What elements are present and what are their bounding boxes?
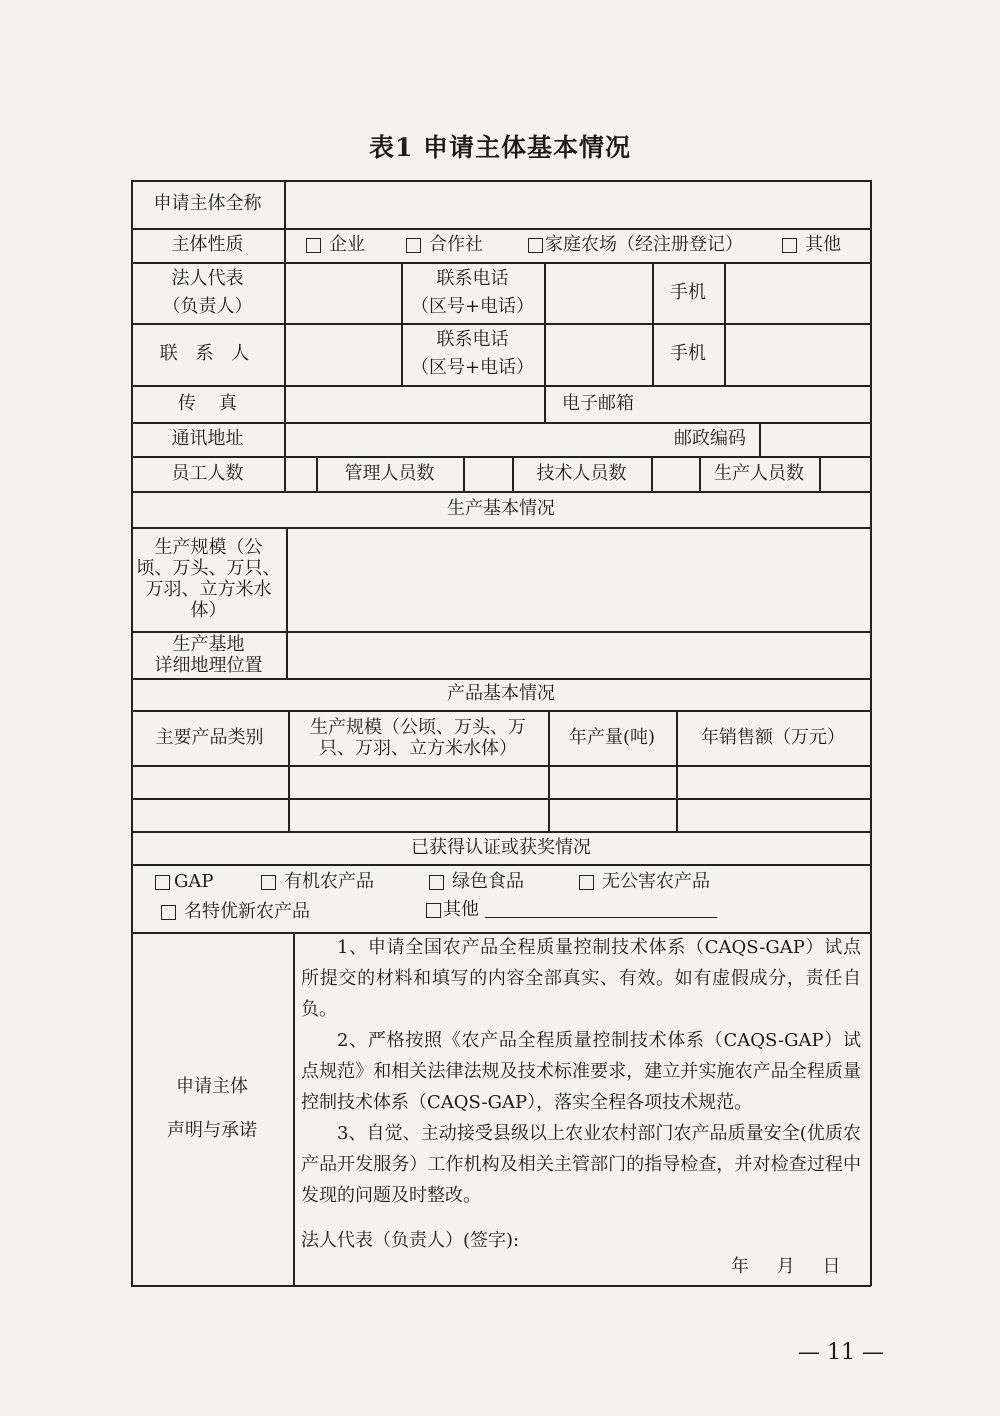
declaration-text xyxy=(301,932,861,1256)
declaration-clause-2: 2、严格按照《农产品全程质量控制技术体系（CAQS-GAP）试点规范》和相关法律法规及技术标准要求，建立并实施农产品全程质量控制技术体系（CAQS-GAP），落实全程各项技术规范。 xyxy=(301,1030,861,1113)
nature-label: 主体性质 xyxy=(171,234,244,255)
cert-option-famous-special[interactable]: 名特优新农产品 xyxy=(161,898,341,926)
product-output-cell[interactable] xyxy=(550,767,674,797)
production-count-label: 生产人员数 xyxy=(714,462,804,484)
production-scale-field[interactable] xyxy=(288,529,868,630)
cert-option-other[interactable]: 其他 xyxy=(426,896,486,924)
product-scale-header: 生产规模（公顷、万头、万 只、万羽、立方米水体） xyxy=(310,716,526,759)
cert-option-organic[interactable]: 有机农产品 xyxy=(261,868,411,896)
email-label: 电子邮箱 xyxy=(562,392,634,414)
nature-option-family-farm[interactable]: 家庭农场（经注册登记） xyxy=(528,228,778,262)
checkbox-icon xyxy=(261,875,276,890)
cert-other-input-line[interactable] xyxy=(485,917,717,918)
nature-option-cooperative[interactable]: 合作社 xyxy=(406,228,526,262)
legal-rep-phone-label: 联系电话 （区号+电话） xyxy=(410,267,535,317)
checkbox-icon xyxy=(782,238,797,253)
cert-option-green-food[interactable]: 绿色食品 xyxy=(429,868,559,896)
contact-phone-label: 联系电话 （区号+电话） xyxy=(410,329,535,378)
contact-label: 联 系 人 xyxy=(159,343,256,364)
full-name-field[interactable] xyxy=(286,182,868,228)
declaration-clause-1: 1、申请全国农产品全程质量控制技术体系（CAQS-GAP）试点所提交的材料和填写的内容全部真实、有效。如有虚假成分，责任自负。 xyxy=(301,937,861,1020)
production-count-field[interactable] xyxy=(821,458,868,490)
form-title: 表1 申请主体基本情况 xyxy=(368,133,632,162)
technical-count-label: 技术人员数 xyxy=(536,462,627,484)
product-scale-cell[interactable] xyxy=(290,800,546,830)
checkbox-icon xyxy=(406,238,421,253)
product-section-title: 产品基本情况 xyxy=(447,683,555,704)
contact-mobile-label: 手机 xyxy=(670,343,706,364)
contact-phone-field[interactable] xyxy=(546,325,650,384)
legal-rep-phone-field[interactable] xyxy=(546,264,650,322)
contact-mobile-field[interactable] xyxy=(726,325,868,384)
product-sales-cell[interactable] xyxy=(678,800,868,830)
email-field[interactable] xyxy=(654,387,868,421)
checkbox-icon xyxy=(306,238,321,253)
product-category-cell[interactable] xyxy=(133,767,286,797)
product-category-cell[interactable] xyxy=(133,800,286,830)
postcode-label: 邮政编码 xyxy=(674,428,746,449)
product-sales-header: 年销售额（万元） xyxy=(701,726,845,748)
production-base-label: 生产基地 详细地理位置 xyxy=(154,633,263,676)
checkbox-icon xyxy=(528,238,543,253)
cert-option-pollution-free[interactable]: 无公害农产品 xyxy=(579,868,749,896)
legal-rep-field[interactable] xyxy=(286,264,399,322)
checkbox-icon xyxy=(579,875,594,890)
signature-date[interactable]: 年 月 日 xyxy=(731,1256,841,1277)
checkbox-icon xyxy=(161,905,176,920)
declaration-label: 申请主体 声明与承诺 xyxy=(167,1076,257,1141)
certification-section-title: 已获得认证或获奖情况 xyxy=(411,836,591,858)
product-output-header: 年产量(吨) xyxy=(568,726,656,748)
application-form-table xyxy=(131,180,871,1286)
cert-option-gap[interactable]: GAP xyxy=(155,868,245,896)
product-sales-cell[interactable] xyxy=(678,767,868,797)
staff-count-label: 员工人数 xyxy=(171,462,244,484)
checkbox-icon xyxy=(429,875,444,890)
address-label: 通讯地址 xyxy=(171,428,244,449)
legal-rep-label: 法人代表 （负责人） xyxy=(162,267,253,317)
nature-option-enterprise[interactable]: 企业 xyxy=(306,228,416,262)
production-section-title: 生产基本情况 xyxy=(447,498,555,519)
postcode-field[interactable] xyxy=(761,424,868,455)
management-count-field[interactable] xyxy=(465,458,511,490)
legal-rep-mobile-field[interactable] xyxy=(726,264,868,322)
address-field[interactable] xyxy=(286,424,656,455)
product-category-header: 主要产品类别 xyxy=(155,726,264,748)
staff-count-field[interactable] xyxy=(286,458,315,490)
fax-label: 传 真 xyxy=(178,392,237,414)
technical-count-field[interactable] xyxy=(653,458,698,490)
nature-option-other[interactable]: 其他 xyxy=(782,228,867,262)
checkbox-icon xyxy=(426,903,441,918)
contact-field[interactable] xyxy=(286,325,399,384)
declaration-clause-3: 3、自觉、主动接受县级以上农业农村部门农产品质量安全(优质农产品开发服务）工作机构及相关主管部门的指导检查，并对检查过程中发现的问题及时整改。 xyxy=(301,1123,861,1206)
fax-field[interactable] xyxy=(286,387,542,421)
full-name-label: 申请主体全称 xyxy=(153,193,262,214)
management-count-label: 管理人员数 xyxy=(344,462,435,484)
product-scale-cell[interactable] xyxy=(290,767,546,797)
page-number: — 11 — xyxy=(798,1340,884,1365)
checkbox-icon xyxy=(155,875,170,890)
signature-line[interactable]: 法人代表（负责人）(签字): xyxy=(301,1230,520,1251)
production-scale-label: 生产规模（公 顷、万头、万只、 万羽、立方米水 体） xyxy=(136,537,281,621)
production-base-field[interactable] xyxy=(288,633,868,677)
product-output-cell[interactable] xyxy=(550,800,674,830)
legal-rep-mobile-label: 手机 xyxy=(670,281,706,303)
